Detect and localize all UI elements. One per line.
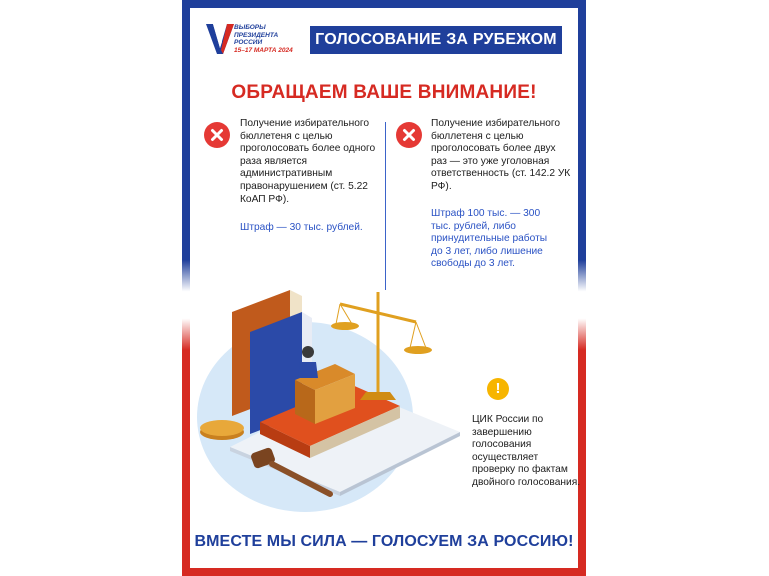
footer-slogan: ВМЕСТЕ МЫ СИЛА — ГОЛОСУЕМ ЗА РОССИЮ! bbox=[194, 533, 574, 550]
left-fine-text: Штраф — 30 тыс. рублей. bbox=[240, 222, 363, 233]
logo-line1: ВЫБОРЫ bbox=[234, 24, 266, 31]
poster bbox=[182, 0, 586, 576]
attention-heading: ОБРАЩАЕМ ВАШЕ ВНИМАНИЕ! bbox=[231, 82, 537, 103]
close-circle-icon bbox=[396, 122, 422, 148]
logo-v-icon bbox=[206, 22, 234, 56]
logo-line2: ПРЕЗИДЕНТА bbox=[234, 31, 279, 39]
elections-logo bbox=[206, 22, 298, 58]
logo-line3: РОССИИ bbox=[234, 39, 263, 46]
right-rule-text: Получение избирательного бюллетеня с целью проголосовать более двух раз — это уже уголовная ответственность (ст. 142.2 УК РФ). bbox=[431, 118, 571, 192]
left-rule-text: Получение избирательного бюллетеня с целью проголосовать более одного раза является административным правонарушением (ст. 5.22 КоАП РФ). bbox=[240, 118, 376, 205]
page-title: ГОЛОСОВАНИЕ ЗА РУБЕЖОМ bbox=[310, 26, 562, 54]
logo-date: 15–17 МАРТА 2024 bbox=[234, 46, 293, 54]
column-divider bbox=[385, 122, 386, 290]
close-circle-icon bbox=[204, 122, 230, 148]
logo-text bbox=[234, 24, 293, 54]
cik-note-text: ЦИК России по завершению голосования осуществляет проверку по фактам двойного голосования. bbox=[472, 414, 581, 488]
warning-icon: ! bbox=[487, 378, 509, 400]
justice-illustration bbox=[190, 282, 480, 512]
right-fine-text: Штраф 100 тыс. — 300 тыс. рублей, либо принудительные работы до 3 лет, либо лишение свободы до 3 лет. bbox=[431, 208, 548, 270]
